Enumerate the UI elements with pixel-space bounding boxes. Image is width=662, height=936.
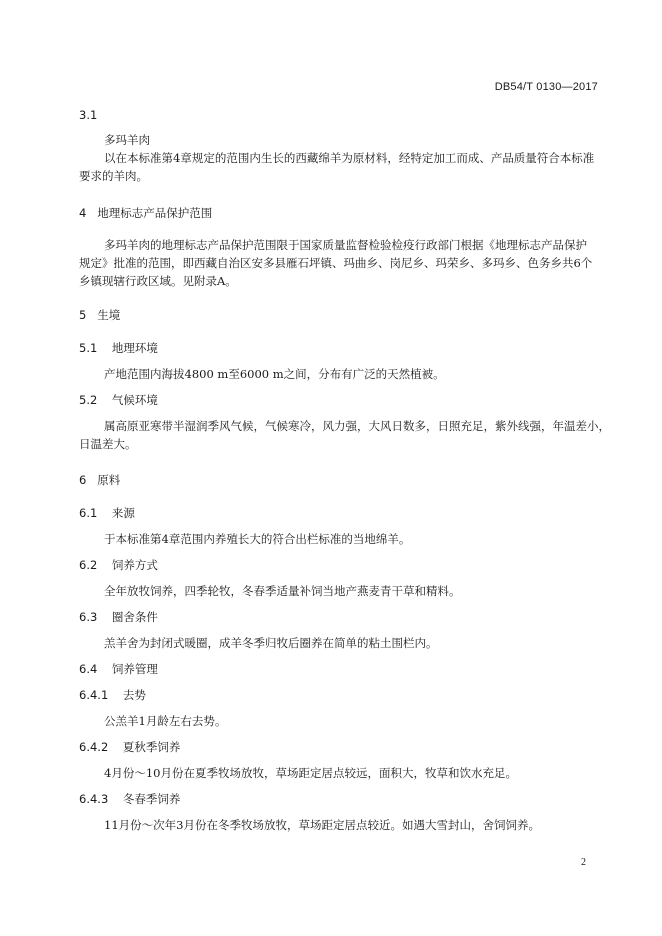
subsection-heading bbox=[79, 609, 158, 625]
page-number: 2 bbox=[581, 857, 586, 868]
subsection-number: 6.4 bbox=[79, 662, 98, 676]
section-number: 5 bbox=[79, 308, 87, 322]
section-number: 6 bbox=[79, 473, 87, 487]
subsubsection-heading bbox=[79, 687, 146, 703]
subsubsection-number: 6.4.1 bbox=[79, 688, 109, 702]
subsection-heading bbox=[79, 340, 158, 356]
paragraph-line: 公羔羊1月龄左右去势。 bbox=[104, 714, 227, 728]
paragraph-line: 4月份～10月份在夏季牧场放牧，草场距定居点较远，面积大，牧草和饮水充足。 bbox=[104, 766, 517, 780]
section-heading bbox=[79, 307, 120, 323]
subsection-number: 6.2 bbox=[79, 558, 98, 572]
subsubsection-title: 去势 bbox=[122, 688, 146, 702]
section-title: 原料 bbox=[97, 473, 121, 487]
subsubsection-heading bbox=[79, 791, 180, 807]
subsection-heading bbox=[79, 557, 158, 573]
section-heading bbox=[79, 472, 120, 488]
subsection-number: 6.3 bbox=[79, 610, 98, 624]
subsection-number: 6.1 bbox=[79, 506, 98, 520]
paragraph-line: 属高原亚寒带半湿润季风气候，气候寒冷，风力强，大风日数多，日照充足，紫外线强，年温差小， bbox=[104, 419, 610, 433]
paragraph-line: 11月份～次年3月份在冬季牧场放牧，草场距定居点较近。如遇大雪封山，舍饲饲养。 bbox=[104, 818, 540, 832]
subsubsection-heading bbox=[79, 739, 180, 755]
paragraph-line: 产地范围内海拔4800 m至6000 m之间，分布有广泛的天然植被。 bbox=[104, 367, 445, 381]
subsection-title: 饲养管理 bbox=[111, 662, 158, 676]
subsection-title: 饲养方式 bbox=[111, 558, 158, 572]
paragraph-line: 多玛羊肉的地理标志产品保护范围限于国家质量监督检验检疫行政部门根据《地理标志产品保护 bbox=[104, 238, 587, 252]
clause-number: 3.1 bbox=[79, 108, 98, 122]
subsection-number: 5.1 bbox=[79, 341, 98, 355]
subsection-title: 地理环境 bbox=[111, 341, 158, 355]
section-heading bbox=[79, 205, 212, 221]
paragraph-line: 日温差大。 bbox=[79, 437, 137, 451]
section-number: 4 bbox=[79, 206, 87, 220]
subsection-heading bbox=[79, 505, 135, 521]
subsection-number: 5.2 bbox=[79, 393, 98, 407]
term-heading: 多玛羊肉 bbox=[104, 133, 150, 147]
subsection-heading bbox=[79, 392, 158, 408]
paragraph-line: 羔羊舍为封闭式暖圈，成羊冬季归牧后圈养在简单的粘土围栏内。 bbox=[104, 636, 438, 650]
paragraph-line: 于本标准第4章范围内养殖长大的符合出栏标准的当地绵羊。 bbox=[104, 532, 411, 546]
subsection-title: 气候环境 bbox=[111, 393, 158, 407]
subsubsection-title: 夏秋季饲养 bbox=[122, 740, 181, 754]
subsubsection-number: 6.4.3 bbox=[79, 792, 109, 806]
section-title: 地理标志产品保护范围 bbox=[97, 206, 213, 220]
subsection-title: 来源 bbox=[111, 506, 135, 520]
subsection-heading bbox=[79, 661, 158, 677]
subsection-title: 圈舍条件 bbox=[111, 610, 158, 624]
subsubsection-title: 冬春季饲养 bbox=[122, 792, 181, 806]
paragraph-line: 全年放牧饲养，四季轮牧，冬春季适量补饲当地产燕麦青干草和精料。 bbox=[104, 584, 461, 598]
definition-line: 要求的羊肉。 bbox=[79, 169, 148, 183]
paragraph-line: 乡镇现辖行政区域。见附录A。 bbox=[79, 274, 237, 288]
paragraph-line: 规定》批准的范围，即西藏自治区安多县雁石坪镇、玛曲乡、岗尼乡、玛荣乡、多玛乡、色务乡共6个 bbox=[79, 256, 593, 270]
section-title: 生境 bbox=[97, 308, 121, 322]
definition-line: 以在本标准第4章规定的范围内生长的西藏绵羊为原材料，经特定加工而成、产品质量符合本标准 bbox=[104, 151, 595, 165]
subsubsection-number: 6.4.2 bbox=[79, 740, 109, 754]
document-code: DB54/T 0130—2017 bbox=[494, 81, 598, 93]
